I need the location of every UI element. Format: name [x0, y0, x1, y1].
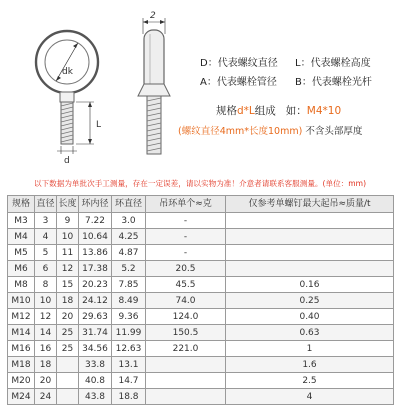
cell-spec: M12: [8, 309, 35, 325]
cell-length: 25: [57, 341, 79, 357]
header-max-load: 仅参考单螺钉最大起吊≈质量/t: [226, 196, 394, 213]
cell-max-load: 1.6: [226, 357, 394, 373]
cell-weight: 45.5: [146, 277, 226, 293]
spec-table: [7, 195, 394, 405]
legend-d: D：代表螺纹直径: [200, 58, 278, 69]
table-row: [8, 293, 394, 309]
cell-spec: M18: [8, 357, 35, 373]
table-row: [8, 229, 394, 245]
cell-length: 11: [57, 245, 79, 261]
header-diameter: 直径: [35, 196, 57, 213]
cell-ring-inner: 43.8: [79, 389, 112, 405]
table-row: [8, 213, 394, 229]
cell-length: [57, 357, 79, 373]
cell-weight: -: [146, 213, 226, 229]
cell-ring-inner: 31.74: [79, 325, 112, 341]
cell-max-load: [226, 229, 394, 245]
cell-spec: M10: [8, 293, 35, 309]
cell-length: 15: [57, 277, 79, 293]
cell-ring-dia: 7.85: [112, 277, 146, 293]
cell-ring-dia: 14.7: [112, 373, 146, 389]
cell-length: [57, 373, 79, 389]
cell-ring-inner: 34.56: [79, 341, 112, 357]
cell-ring-dia: 18.8: [112, 389, 146, 405]
table-row: [8, 389, 394, 405]
cell-ring-dia: 12.63: [112, 341, 146, 357]
header-ring-dia: 环直径: [112, 196, 146, 213]
legend-B: B：代表螺栓光杆: [295, 77, 372, 88]
cell-max-load: 0.16: [226, 277, 394, 293]
cell-ring-dia: 3.0: [112, 213, 146, 229]
cell-spec: M6: [8, 261, 35, 277]
cell-ring-dia: 9.36: [112, 309, 146, 325]
legend-L: L：代表螺栓高度: [295, 58, 371, 69]
cell-weight: 221.0: [146, 341, 226, 357]
cell-max-load: 0.40: [226, 309, 394, 325]
cell-spec: M5: [8, 245, 35, 261]
cell-spec: M3: [8, 213, 35, 229]
cell-ring-inner: 10.64: [79, 229, 112, 245]
cell-max-load: [226, 245, 394, 261]
cell-spec: M20: [8, 373, 35, 389]
cell-ring-dia: 13.1: [112, 357, 146, 373]
cell-max-load: [226, 261, 394, 277]
cell-weight: [146, 373, 226, 389]
cell-length: [57, 389, 79, 405]
cell-weight: 20.5: [146, 261, 226, 277]
cell-diameter: 12: [35, 309, 57, 325]
table-row: [8, 357, 394, 373]
table-row: [8, 373, 394, 389]
spec-format: 规格d*L组成 如：M4*10: [216, 105, 342, 117]
cell-ring-dia: 11.99: [112, 325, 146, 341]
cell-weight: -: [146, 229, 226, 245]
cell-weight: -: [146, 245, 226, 261]
cell-diameter: 14: [35, 325, 57, 341]
cell-max-load: 0.63: [226, 325, 394, 341]
cell-diameter: 20: [35, 373, 57, 389]
table-row: [8, 277, 394, 293]
dimension-legend: [200, 54, 400, 92]
cell-spec: M16: [8, 341, 35, 357]
cell-max-load: 1: [226, 341, 394, 357]
cell-ring-dia: 5.2: [112, 261, 146, 277]
table-row: [8, 341, 394, 357]
cell-weight: 124.0: [146, 309, 226, 325]
cell-spec: M4: [8, 229, 35, 245]
table-header-row: [8, 196, 394, 213]
cell-length: 10: [57, 229, 79, 245]
table-row: [8, 261, 394, 277]
legend-A: A：代表螺栓管径: [200, 77, 277, 88]
table-row: [8, 245, 394, 261]
cell-spec: M24: [8, 389, 35, 405]
cell-length: 18: [57, 293, 79, 309]
L-label: L: [96, 120, 102, 130]
header-ring-inner: 环内径: [79, 196, 112, 213]
cell-ring-dia: 8.49: [112, 293, 146, 309]
cell-weight: [146, 357, 226, 373]
cell-diameter: 3: [35, 213, 57, 229]
cell-diameter: 24: [35, 389, 57, 405]
cell-diameter: 16: [35, 341, 57, 357]
header-length: 长度: [57, 196, 79, 213]
cell-length: 12: [57, 261, 79, 277]
cell-ring-inner: 13.86: [79, 245, 112, 261]
cell-ring-inner: 7.22: [79, 213, 112, 229]
header-spec: 规格: [8, 196, 35, 213]
cell-max-load: 2.5: [226, 373, 394, 389]
cell-ring-inner: 29.63: [79, 309, 112, 325]
cell-max-load: 0.25: [226, 293, 394, 309]
cell-weight: 74.0: [146, 293, 226, 309]
cell-length: 20: [57, 309, 79, 325]
dk-label: dk: [62, 67, 73, 77]
cell-ring-dia: 4.87: [112, 245, 146, 261]
table-row: [8, 325, 394, 341]
cell-max-load: [226, 213, 394, 229]
cell-ring-inner: 20.23: [79, 277, 112, 293]
cell-max-load: 4: [226, 389, 394, 405]
cell-spec: M14: [8, 325, 35, 341]
cell-spec: M8: [8, 277, 35, 293]
cell-ring-inner: 33.8: [79, 357, 112, 373]
cell-ring-inner: 40.8: [79, 373, 112, 389]
cell-diameter: 10: [35, 293, 57, 309]
cell-weight: [146, 389, 226, 405]
header-weight: 吊环单个≈克: [146, 196, 226, 213]
d-label: d: [64, 156, 70, 166]
cell-diameter: 18: [35, 357, 57, 373]
side-width-label: 2: [150, 11, 156, 21]
cell-ring-inner: 17.38: [79, 261, 112, 277]
side-ring: [144, 30, 164, 92]
cell-length: 25: [57, 325, 79, 341]
cell-weight: 150.5: [146, 325, 226, 341]
eye-bolt-drawing: [0, 0, 200, 170]
cell-ring-dia: 4.25: [112, 229, 146, 245]
cell-diameter: 5: [35, 245, 57, 261]
cell-length: 9: [57, 213, 79, 229]
table-row: [8, 309, 394, 325]
spec-example-note: (螺纹直径4mm*长度10mm) 不含头部厚度: [178, 126, 363, 137]
cell-diameter: 8: [35, 277, 57, 293]
cell-diameter: 4: [35, 229, 57, 245]
cell-diameter: 6: [35, 261, 57, 277]
cell-ring-inner: 24.12: [79, 293, 112, 309]
measurement-notice: 以下数据为单批次手工测量，存在一定误差，请以实物为准！介意者请联系客服测量。(单位：mm): [33, 179, 367, 188]
